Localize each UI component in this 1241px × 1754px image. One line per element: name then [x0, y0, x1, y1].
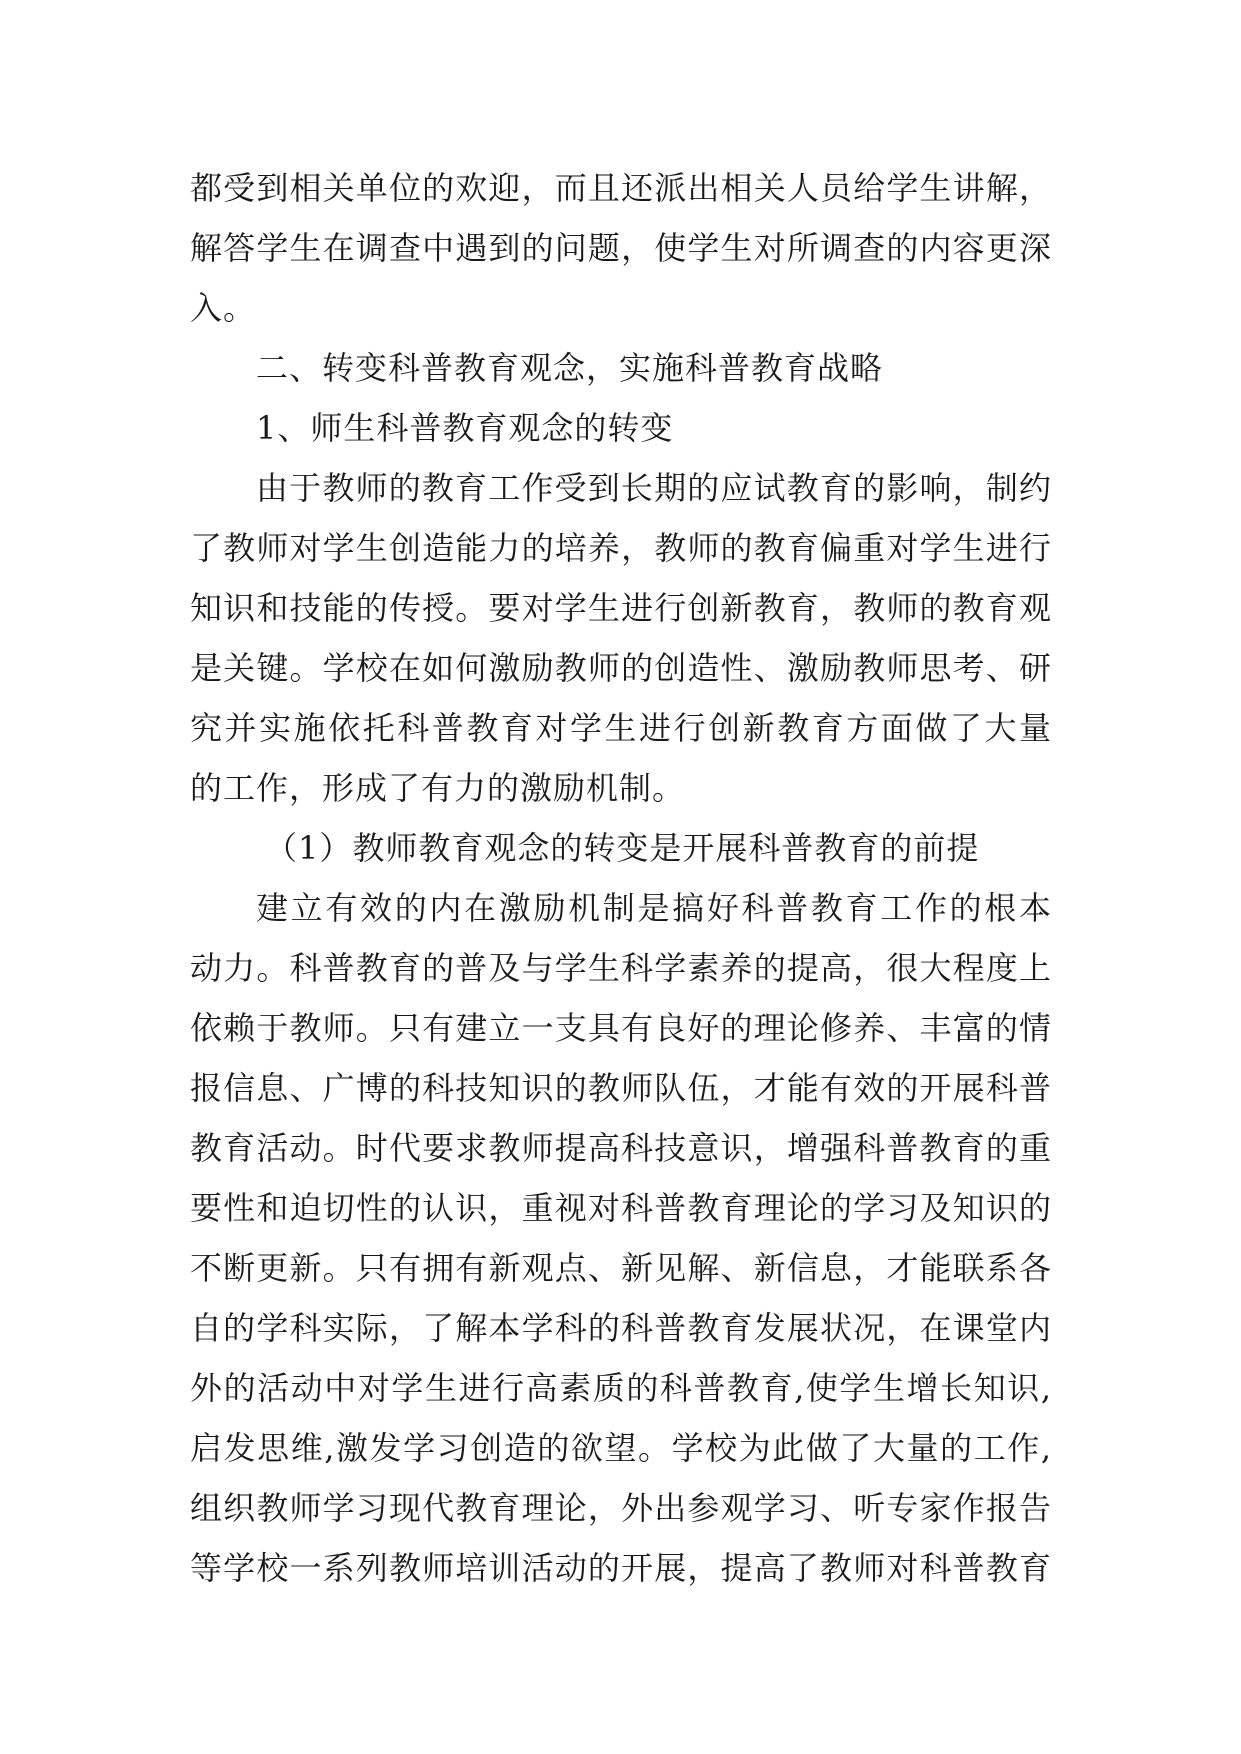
text-line: 组织教师学习现代教育理论，外出参观学习、听专家作报告 — [190, 1489, 1052, 1527]
text-line: 的工作，形成了有力的激励机制。 — [190, 769, 686, 807]
text-line: 动力。科普教育的普及与学生科学素养的提高，很大程度上 — [190, 949, 1052, 987]
text-line: 了教师对学生创造能力的培养，教师的教育偏重对学生进行 — [190, 529, 1052, 567]
text-line: 教育活动。时代要求教师提高科技意识，增强科普教育的重 — [190, 1129, 1052, 1167]
text-line: 外的活动中对学生进行高素质的科普教育,使学生增长知识, — [190, 1369, 1052, 1407]
paragraph-1 — [190, 158, 1052, 338]
document-page — [190, 158, 1052, 1598]
text-line: 由于教师的教育工作受到长期的应试教育的影响，制约 — [256, 469, 1052, 507]
text-line: 启发思维,激发学习创造的欲望。学校为此做了大量的工作, — [190, 1429, 1052, 1467]
text-line: 等学校一系列教师培训活动的开展，提高了教师对科普教育 — [190, 1549, 1052, 1587]
text-line: 是关键。学校在如何激励教师的创造性、激励教师思考、研 — [190, 649, 1052, 687]
section-heading: 二、转变科普教育观念，实施科普教育战略 — [256, 349, 884, 387]
text-line: 入。 — [190, 289, 257, 327]
paragraph-3 — [190, 878, 1052, 1598]
text-line: 究并实施依托科普教育对学生进行创新教育方面做了大量 — [190, 709, 1052, 747]
text-line: 解答学生在调查中遇到的问题，使学生对所调查的内容更深 — [190, 229, 1052, 267]
subsubsection-heading: （1）教师教育观念的转变是开展科普教育的前提 — [265, 829, 980, 867]
text-line: 要性和迫切性的认识，重视对科普教育理论的学习及知识的 — [190, 1189, 1052, 1227]
text-line: 建立有效的内在激励机制是搞好科普教育工作的根本 — [256, 889, 1052, 927]
text-line: 都受到相关单位的欢迎，而且还派出相关人员给学生讲解， — [190, 169, 1052, 207]
text-line: 自的学科实际，了解本学科的科普教育发展状况，在课堂内 — [190, 1309, 1052, 1347]
paragraph-2 — [190, 458, 1052, 818]
text-line: 知识和技能的传授。要对学生进行创新教育，教师的教育观 — [190, 589, 1052, 627]
subsection-heading: 1、师生科普教育观念的转变 — [256, 409, 674, 447]
text-line: 不断更新。只有拥有新观点、新见解、新信息，才能联系各 — [190, 1249, 1052, 1287]
text-line: 依赖于教师。只有建立一支具有良好的理论修养、丰富的情 — [190, 1009, 1052, 1047]
text-line: 报信息、广博的科技知识的教师队伍，才能有效的开展科普 — [190, 1069, 1052, 1107]
